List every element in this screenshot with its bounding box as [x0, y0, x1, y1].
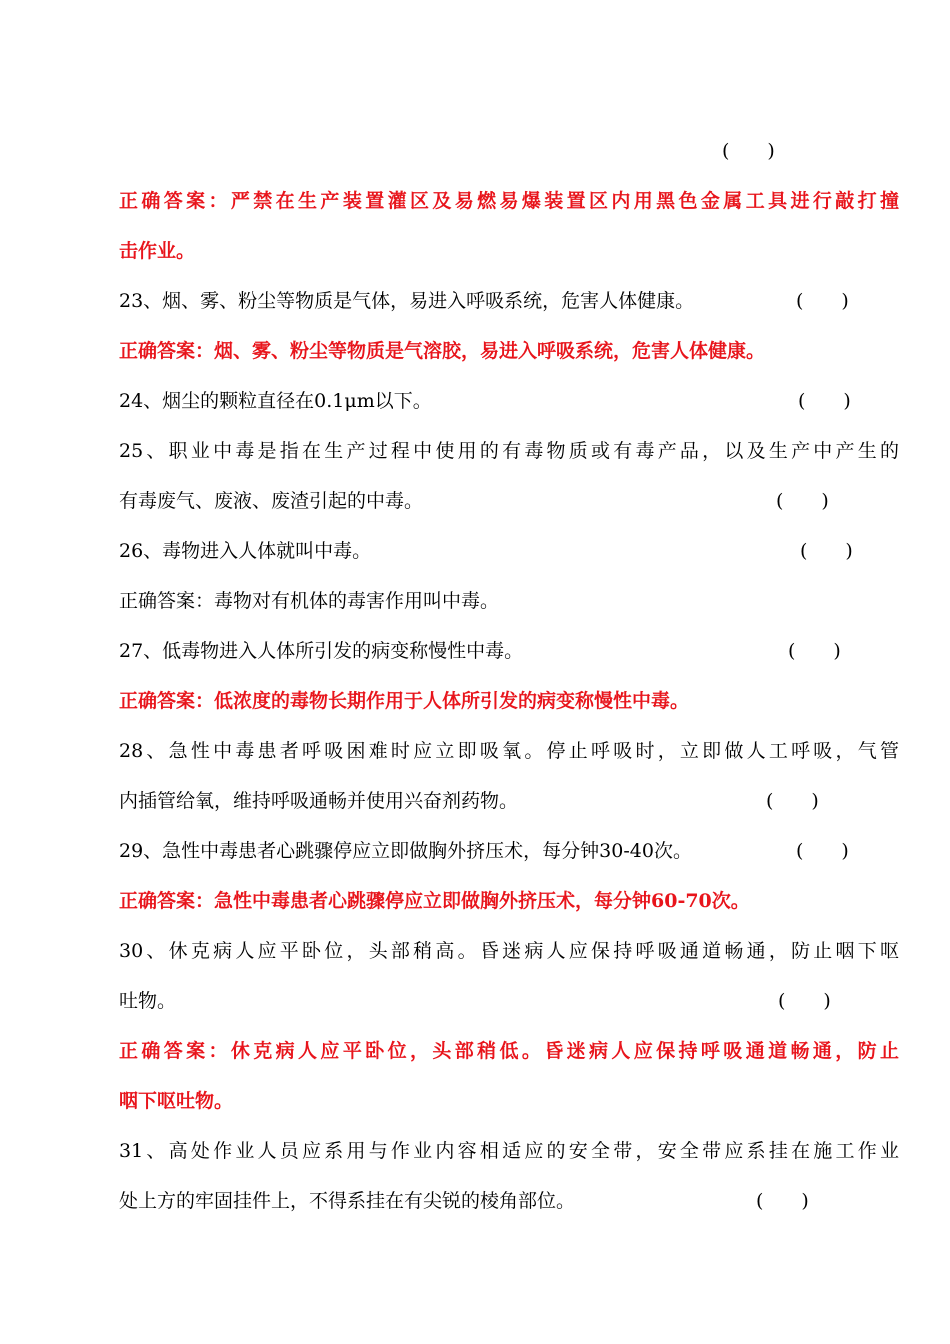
answer-blank-26: ( ) [800, 540, 853, 562]
answer-26: 正确答案：毒物对有机体的毒害作用叫中毒。 [119, 590, 500, 612]
answer-23: 正确答案：烟、雾、粉尘等物质是气溶胶，易进入呼吸系统，危害人体健康。 [119, 340, 766, 362]
answer-30-line-2: 咽下呕吐物。 [119, 1090, 234, 1112]
answer-blank-31: ( ) [756, 1190, 809, 1212]
question-25-line-2: 有毒废气、废液、废渣引起的中毒。 [119, 490, 424, 512]
answer-22-line-2: 击作业。 [119, 240, 196, 262]
question-27: 27、低毒物进入人体所引发的病变称慢性中毒。 [119, 640, 524, 662]
answer-blank-27: ( ) [788, 640, 841, 662]
answer-blank-22: ( ) [722, 140, 775, 162]
answer-blank-23: ( ) [796, 290, 849, 312]
answer-blank-29: ( ) [796, 840, 849, 862]
question-24: 24、烟尘的颗粒直径在0.1μm以下。 [119, 390, 432, 412]
question-31-line-1: 31、高处作业人员应系用与作业内容相适应的安全带，安全带应系挂在施工作业 [119, 1140, 899, 1162]
question-26: 26、毒物进入人体就叫中毒。 [119, 540, 372, 562]
question-30-line-1: 30、休克病人应平卧位，头部稍高。昏迷病人应保持呼吸通道畅通，防止咽下呕 [119, 940, 899, 962]
question-31-line-2: 处上方的牢固挂件上，不得系挂在有尖锐的棱角部位。 [119, 1190, 576, 1212]
answer-30-line-1: 正确答案：休克病人应平卧位，头部稍低。昏迷病人应保持呼吸通道畅通，防止 [119, 1040, 899, 1062]
answer-29: 正确答案：急性中毒患者心跳骤停应立即做胸外挤压术，每分钟60-70次。 [119, 890, 750, 912]
question-23: 23、烟、雾、粉尘等物质是气体，易进入呼吸系统，危害人体健康。 [119, 290, 695, 312]
question-25-line-1: 25、职业中毒是指在生产过程中使用的有毒物质或有毒产品，以及生产中产生的 [119, 440, 899, 462]
answer-27: 正确答案：低浓度的毒物长期作用于人体所引发的病变称慢性中毒。 [119, 690, 690, 712]
answer-blank-30: ( ) [778, 990, 831, 1012]
question-28-line-2: 内插管给氧，维持呼吸通畅并使用兴奋剂药物。 [119, 790, 519, 812]
question-28-line-1: 28、急性中毒患者呼吸困难时应立即吸氧。停止呼吸时，立即做人工呼吸，气管 [119, 740, 899, 762]
answer-blank-24: ( ) [798, 390, 851, 412]
answer-22-line-1: 正确答案：严禁在生产装置灌区及易燃易爆装置区内用黑色金属工具进行敲打撞 [119, 190, 899, 212]
question-29: 29、急性中毒患者心跳骤停应立即做胸外挤压术，每分钟30-40次。 [119, 840, 692, 862]
answer-blank-28: ( ) [766, 790, 819, 812]
answer-blank-25: ( ) [776, 490, 829, 512]
question-30-line-2: 吐物。 [119, 990, 177, 1012]
